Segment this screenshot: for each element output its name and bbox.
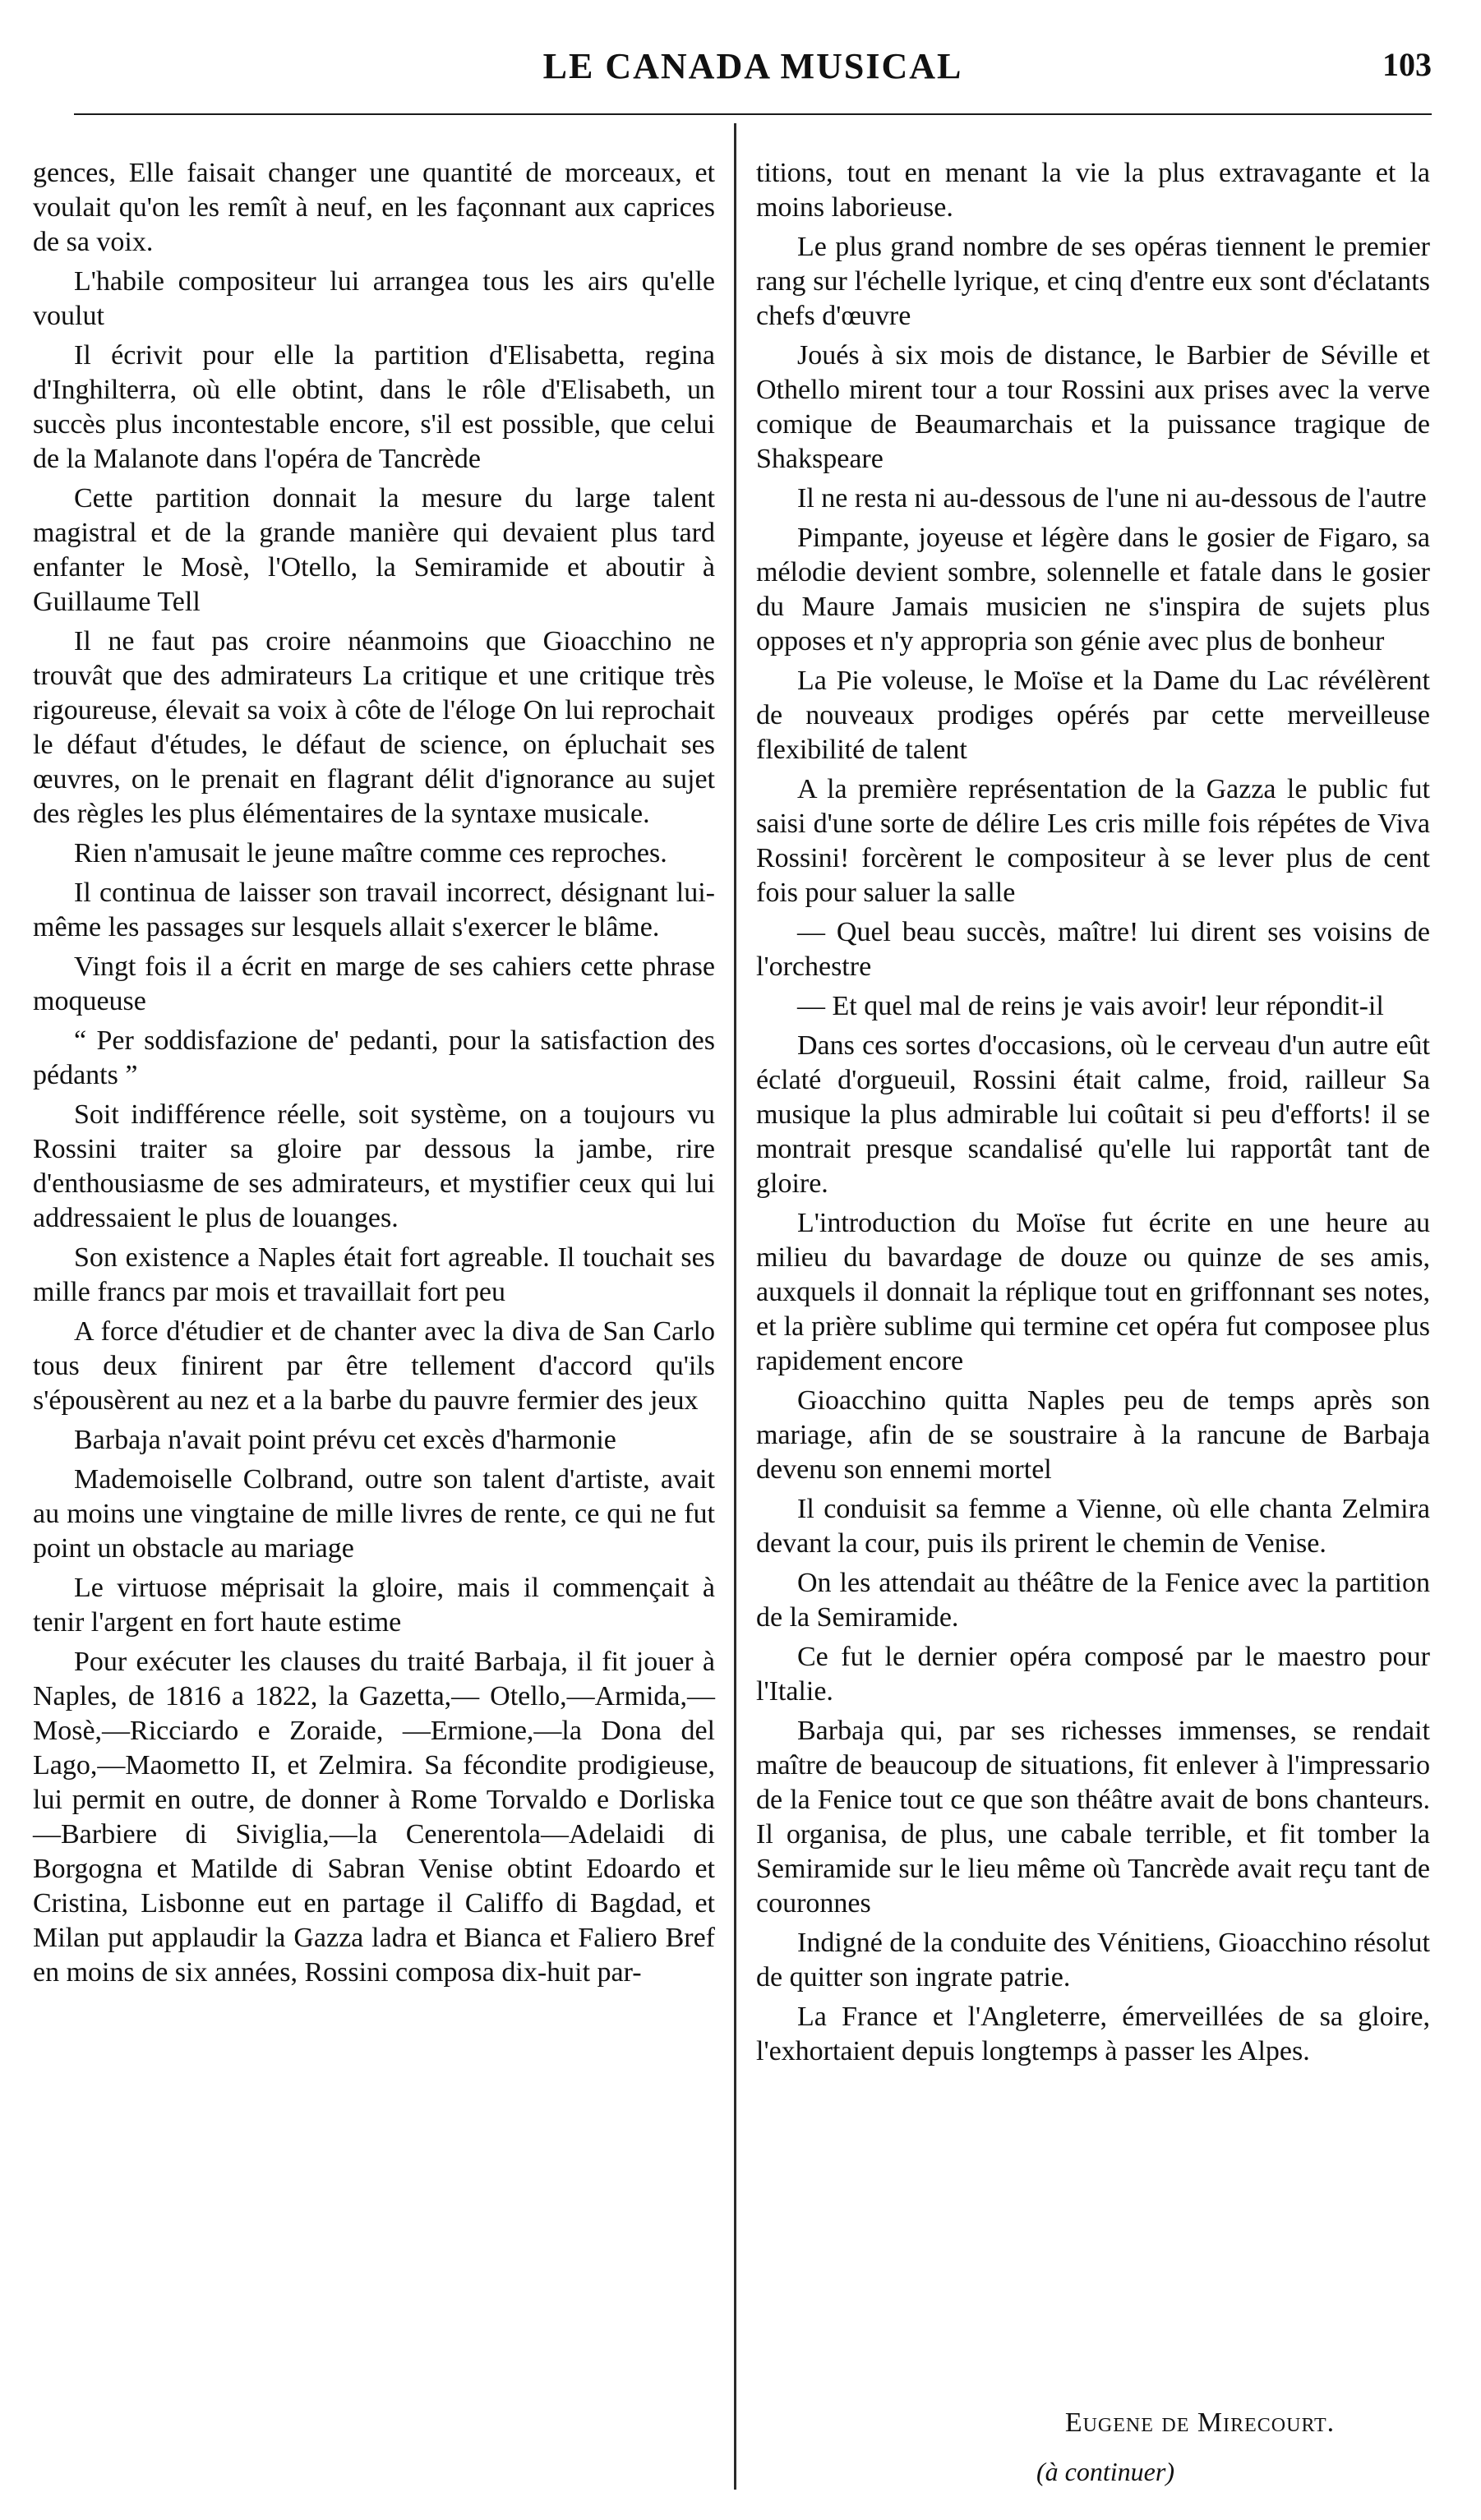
paragraph: Joués à six mois de distance, le Barbier de Séville et Othello mirent tour a tour Rossini aux prises avec la verve comique de Beaumarchais et la puissance tragique de Shakspeare <box>756 340 1430 474</box>
paragraph: Barbaja n'avait point prévu cet excès d'harmonie <box>74 1425 616 1455</box>
continuation-note: (à continuer) <box>1036 2457 1174 2486</box>
paragraph: — Quel beau succès, maître! lui dirent ses voisins de l'orchestre <box>756 917 1430 982</box>
paragraph: titions, tout en menant la vie la plus extravagante et la moins laborieuse. <box>756 158 1430 223</box>
paragraph: La France et l'Angleterre, émerveillées de sa gloire, l'exhortaient depuis longtemps à passer les Alpes. <box>756 2002 1430 2066</box>
paragraph: L'habile compositeur lui arrangea tous les airs qu'elle voulut <box>33 266 715 331</box>
paragraph: A la première représentation de la Gazza le public fut saisi d'une sorte de délire Les cris mille fois répétes de Viva Rossini! forcèrent le compositeur à se lever plus de cent fois pour saluer la salle <box>756 774 1430 908</box>
paragraph: Le plus grand nombre de ses opéras tiennent le premier rang sur l'échelle lyrique, et cinq d'entre eux sont d'éclatants chefs d'œuvre <box>756 232 1430 331</box>
paragraph: Il conduisit sa femme a Vienne, où elle chanta Zelmira devant la cour, puis ils prirent le chemin de Venise. <box>756 1494 1430 1559</box>
paragraph: Le virtuose méprisait la gloire, mais il commençait à tenir l'argent en fort haute estime <box>33 1573 715 1638</box>
paragraph: Vingt fois il a écrit en marge de ses cahiers cette phrase moqueuse <box>33 951 715 1016</box>
paragraph: L'introduction du Moïse fut écrite en une heure au milieu du bavardage de douze ou quinze de ses amis, auxquels il donnait la réplique tout en griffonnant ses notes, et la prière sublime qui termine cet opéra fut composee plus rapidement encore <box>756 1208 1430 1376</box>
paragraph: Mademoiselle Colbrand, outre son talent d'artiste, avait au moins une vingtaine de mille livres de rente, ce qui ne fut point un obstacle au mariage <box>33 1464 715 1564</box>
paragraph: Pimpante, joyeuse et légère dans le gosier de Figaro, sa mélodie devient sombre, solennelle et fatale dans le gosier du Maure Jamais musicien ne s'inspira de sujets plus opposes et n'y appropria son génie avec plus de bonheur <box>756 523 1430 656</box>
paragraph: Soit indifférence réelle, soit système, on a toujours vu Rossini traiter sa gloire par dessous la jambe, rire d'enthousiasme de ses admirateurs, et mystifier ceux qui lui addressaient le plus de louanges. <box>33 1099 715 1233</box>
paragraph: Gioacchino quitta Naples peu de temps après son mariage, afin de se soustraire à la rancune de Barbaja devenu son ennemi mortel <box>756 1385 1430 1485</box>
paragraph: Ce fut le dernier opéra composé par le maestro pour l'Italie. <box>756 1642 1430 1707</box>
paragraph: Il ne resta ni au-dessous de l'une ni au-dessous de l'autre <box>797 483 1427 514</box>
column-divider <box>734 123 736 2490</box>
journal-title: LE CANADA MUSICAL <box>542 46 963 86</box>
paragraph: Indigné de la conduite des Vénitiens, Gioacchino résolut de quitter son ingrate patrie. <box>756 1928 1430 1993</box>
paragraph: A force d'étudier et de chanter avec la diva de San Carlo tous deux finirent par être tellement d'accord qu'ils s'épousèrent au nez et a la barbe du pauvre fermier des jeux <box>33 1316 715 1416</box>
paragraph: Barbaja qui, par ses richesses immenses, se rendait maître de beaucoup de situations, fit enlever à l'impressario de la Fenice tout ce que son théâtre avait de bons chanteurs. Il organisa, de plus, une cabale terrible, et fit tomber la Semiramide sur le lieu même où Tancrède avait reçu tant de couronnes <box>756 1716 1430 1919</box>
paragraph: Pour exécuter les clauses du traité Barbaja, il fit jouer à Naples, de 1816 a 1822, la Gazetta,— Otello,—Armida,—Mosè,—Ricciardo e Zoraide, —Ermione,—la Dona del Lago,—Maometto II, et Zelmira. Sa fécondite prodigieuse, lui permit en outre, de donner à Rome Torvaldo e Dorliska —Barbiere di Siviglia,—la Cenerentola—Adelaidi di Borgogna et Matilde di Sabran Venise obtint Edoardo et Cristina, Lisbonne eut en partage il Califfo di Bagdad, et Milan put applaudir la Gazza ladra et Bianca et Faliero Bref en moins de six années, Rossini composa dix-huit par- <box>33 1647 715 1988</box>
page-number: 103 <box>1382 46 1432 83</box>
paragraph: Son existence a Naples était fort agreable. Il touchait ses mille francs par mois et travaillait fort peu <box>33 1242 715 1307</box>
left-column <box>33 156 715 1995</box>
page-header <box>74 41 1432 99</box>
header-rule <box>74 113 1432 115</box>
paragraph: Cette partition donnait la mesure du large talent magistral et de la grande manière qui devaient plus tard enfanter le Mosè, l'Otello, la Semiramide et aboutir à Guillaume Tell <box>33 483 715 617</box>
paragraph: Il continua de laisser son travail incorrect, désignant lui-même les passages sur lesquels allait s'exercer le blâme. <box>33 878 715 942</box>
paragraph: — Et quel mal de reins je vais avoir! leur répondit-il <box>797 991 1384 1021</box>
right-column <box>756 156 1430 2074</box>
paragraph: Il écrivit pour elle la partition d'Elisabetta, regina d'Inghilterra, où elle obtint, dans le rôle d'Elisabeth, un succès plus incontestable encore, s'il est possible, que celui de la Malanote dans l'opéra de Tancrède <box>33 340 715 474</box>
paragraph: Rien n'amusait le jeune maître comme ces reproches. <box>74 838 667 868</box>
paragraph: “ Per soddisfazione de' pedanti, pour la satisfaction des pédants ” <box>33 1025 715 1090</box>
paragraph: On les attendait au théâtre de la Fenice avec la partition de la Semiramide. <box>756 1568 1430 1633</box>
paragraph: Dans ces sortes d'occasions, où le cerveau d'un autre eût éclaté d'orgueuil, Rossini était calme, froid, railleur Sa musique la plus admirable lui coûtait si peu d'efforts! il se montrait presque scandalisé qu'elle lui rapportât tant de gloire. <box>756 1030 1430 1199</box>
paragraph: La Pie voleuse, le Moïse et la Dame du Lac révélèrent de nouveaux prodiges opérés par cette merveilleuse flexibilité de talent <box>756 666 1430 765</box>
paragraph: Il ne faut pas croire néanmoins que Gioacchino ne trouvât que des admirateurs La critique et une critique très rigoureuse, élevait sa voix à côte de l'éloge On lui reprochait le défaut d'études, le défaut de science, on épluchait ses œuvres, on le prenait en flagrant délit d'ignorance au sujet des règles les plus élémentaires de la syntaxe musicale. <box>33 626 715 829</box>
author-signature: Eugene de Mirecourt. <box>1064 2407 1336 2438</box>
paragraph: gences, Elle faisait changer une quantité de morceaux, et voulait qu'on les remît à neuf, en les façonnant aux caprices de sa voix. <box>33 158 715 257</box>
